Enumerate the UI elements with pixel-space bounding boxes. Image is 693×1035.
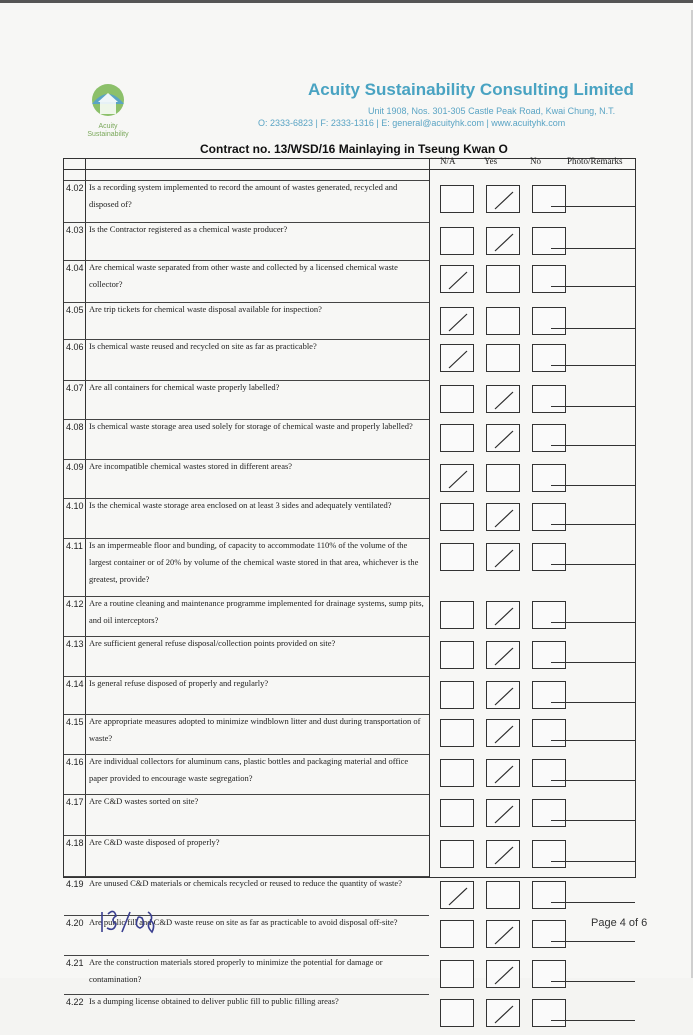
checkbox-yes[interactable]: [486, 641, 520, 669]
question-text: Are all containers for chemical waste properly labelled?: [89, 382, 280, 392]
checklist-row: [64, 181, 635, 223]
logo-text: Acuity Sustainability: [87, 123, 129, 138]
checkbox-na[interactable]: [440, 307, 474, 335]
remarks-line[interactable]: [551, 286, 635, 287]
checkbox-na[interactable]: [440, 999, 474, 1027]
item-number: 4.08: [66, 422, 84, 432]
check-mark-icon: [493, 1004, 515, 1024]
item-number: 4.05: [66, 305, 84, 315]
contract-title: Contract no. 13/WSD/16 Mainlaying in Tseung Kwan O: [200, 142, 508, 156]
item-number: 4.15: [66, 717, 84, 727]
question-text: Are sufficient general refuse disposal/collection points provided on site?: [89, 638, 336, 648]
checkbox-na[interactable]: [440, 719, 474, 747]
checkbox-yes[interactable]: [486, 960, 520, 988]
check-mark-icon: [493, 508, 515, 528]
checklist-row: [64, 995, 635, 1035]
handwritten-initials: [98, 906, 160, 936]
checkbox-no[interactable]: [532, 503, 566, 531]
company-contact: O: 2333-6823 | F: 2333-1316 | E: general@acuityhk.com | www.acuityhk.com: [258, 118, 566, 128]
check-mark-icon: [493, 804, 515, 824]
checkbox-na[interactable]: [440, 464, 474, 492]
item-number: 4.12: [66, 599, 84, 609]
checkbox-na[interactable]: [440, 641, 474, 669]
company-name: Acuity Sustainability Consulting Limited: [308, 80, 634, 99]
checkbox-yes[interactable]: [486, 840, 520, 868]
check-mark-icon: [447, 349, 469, 369]
checkbox-no[interactable]: [532, 799, 566, 827]
checkbox-no[interactable]: [532, 881, 566, 909]
checkbox-na[interactable]: [440, 601, 474, 629]
item-number: 4.09: [66, 462, 84, 472]
check-mark-icon: [447, 886, 469, 906]
header-separator: [64, 169, 635, 170]
checkbox-no[interactable]: [532, 385, 566, 413]
checkbox-na[interactable]: [440, 385, 474, 413]
question-text: Is a dumping license obtained to deliver public fill to public filling areas?: [89, 996, 339, 1006]
checklist-row: [64, 460, 635, 499]
remarks-line[interactable]: [551, 365, 635, 366]
checkbox-no[interactable]: [532, 719, 566, 747]
checklist-row: [64, 677, 635, 715]
remarks-line[interactable]: [551, 622, 635, 623]
item-number: 4.04: [66, 263, 84, 273]
checkbox-na[interactable]: [440, 960, 474, 988]
checkbox-yes[interactable]: [486, 385, 520, 413]
remarks-line[interactable]: [551, 485, 635, 486]
checkbox-yes[interactable]: [486, 265, 520, 293]
question-text: Are C&D wastes sorted on site?: [89, 796, 199, 806]
item-number: 4.20: [66, 918, 84, 928]
checklist-row: [64, 637, 635, 677]
checklist-row: [64, 795, 635, 836]
check-mark-icon: [493, 965, 515, 985]
checkbox-no[interactable]: [532, 543, 566, 571]
check-mark-icon: [493, 845, 515, 865]
checkbox-na[interactable]: [440, 185, 474, 213]
checkbox-na[interactable]: [440, 543, 474, 571]
checklist-row: [64, 223, 635, 261]
checklist-row: [64, 499, 635, 539]
checkbox-yes[interactable]: [486, 601, 520, 629]
remarks-line[interactable]: [551, 981, 635, 982]
col-header-yes: Yes: [484, 156, 498, 166]
question-text: Are appropriate measures adopted to minimize windblown litter and dust during transportation of waste?: [89, 716, 421, 743]
checkbox-na[interactable]: [440, 503, 474, 531]
col-header-remarks: Photo/Remarks: [567, 156, 623, 166]
checkbox-no[interactable]: [532, 601, 566, 629]
checklist-row: [64, 381, 635, 420]
question-text: Are a routine cleaning and maintenance programme implemented for drainage systems, sump pits, and oil interceptors?: [89, 598, 424, 625]
question-text: Are unused C&D materials or chemicals recycled or reused to reduce the quantity of waste?: [89, 878, 402, 888]
checklist-row: [64, 836, 635, 877]
item-number: 4.22: [66, 997, 84, 1007]
checkbox-no[interactable]: [532, 344, 566, 372]
question-text: Are individual collectors for aluminum cans, plastic bottles and packaging material and office paper provided to encourage waste segregation?: [89, 756, 409, 783]
check-mark-icon: [493, 190, 515, 210]
question-text: Is a recording system implemented to record the amount of wastes generated, recycled and disposed of?: [89, 182, 398, 209]
item-number: 4.14: [66, 679, 84, 689]
checklist-row: [64, 597, 635, 637]
checklist-row: [64, 303, 635, 340]
question-text: Is chemical waste reused and recycled on site as far as practicable?: [89, 341, 317, 351]
checkbox-na[interactable]: [440, 759, 474, 787]
item-number: 4.02: [66, 183, 84, 193]
item-number: 4.11: [66, 541, 83, 551]
checkbox-no[interactable]: [532, 464, 566, 492]
question-text: Is an impermeable floor and bunding, of capacity to accommodate 110% of the volume of the largest container or of 20% by volume of the chemical waste stored in that area, whichever is the greatest, provide?: [89, 540, 419, 584]
checklist-row: [64, 755, 635, 795]
checkbox-yes[interactable]: [486, 759, 520, 787]
checklist-row: [64, 420, 635, 460]
check-mark-icon: [493, 724, 515, 744]
check-mark-icon: [493, 232, 515, 252]
question-text: Are C&D waste disposed of properly?: [89, 837, 220, 847]
page-number: Page 4 of 6: [591, 917, 648, 929]
check-mark-icon: [493, 646, 515, 666]
remarks-line[interactable]: [551, 1020, 635, 1021]
item-number: 4.06: [66, 342, 84, 352]
remarks-line[interactable]: [551, 662, 635, 663]
checkbox-na[interactable]: [440, 424, 474, 452]
checkbox-yes[interactable]: [486, 307, 520, 335]
question-text: Are public fill and C&D waste reuse on site as far as practicable to avoid disposal off-site?: [89, 917, 398, 927]
check-mark-icon: [447, 270, 469, 290]
remarks-line[interactable]: [551, 524, 635, 525]
check-mark-icon: [493, 764, 515, 784]
checklist-row: [64, 261, 635, 303]
checkbox-yes[interactable]: [486, 424, 520, 452]
checkbox-yes[interactable]: [486, 719, 520, 747]
remarks-line[interactable]: [551, 248, 635, 249]
checkbox-no[interactable]: [532, 920, 566, 948]
question-text: Is general refuse disposed of properly and regularly?: [89, 678, 269, 688]
check-mark-icon: [447, 469, 469, 489]
item-number: 4.10: [66, 501, 84, 511]
checkbox-yes[interactable]: [486, 799, 520, 827]
remarks-line[interactable]: [551, 820, 635, 821]
question-text: Are the construction materials stored properly to minimize the potential for damage or contamination?: [89, 957, 383, 984]
item-number: 4.13: [66, 639, 84, 649]
checkbox-no[interactable]: [532, 960, 566, 988]
check-mark-icon: [493, 390, 515, 410]
checkbox-yes[interactable]: [486, 503, 520, 531]
check-mark-icon: [447, 312, 469, 332]
checkbox-yes[interactable]: [486, 681, 520, 709]
checkbox-no[interactable]: [532, 227, 566, 255]
checkbox-na[interactable]: [440, 840, 474, 868]
col-header-na: N/A: [440, 156, 456, 166]
checkbox-no[interactable]: [532, 424, 566, 452]
question-text: Are incompatible chemical wastes stored in different areas?: [89, 461, 293, 471]
checkbox-yes[interactable]: [486, 185, 520, 213]
checklist-row: [64, 715, 635, 755]
check-mark-icon: [493, 429, 515, 449]
check-mark-icon: [493, 606, 515, 626]
checkbox-no[interactable]: [532, 999, 566, 1027]
item-number: 4.19: [66, 879, 84, 889]
item-number: 4.03: [66, 225, 84, 235]
checkbox-yes[interactable]: [486, 920, 520, 948]
checkbox-no[interactable]: [532, 681, 566, 709]
check-mark-icon: [493, 686, 515, 706]
checkbox-na[interactable]: [440, 920, 474, 948]
remarks-line[interactable]: [551, 328, 635, 329]
remarks-line[interactable]: [551, 702, 635, 703]
checkbox-na[interactable]: [440, 227, 474, 255]
question-text: Are trip tickets for chemical waste disposal available for inspection?: [89, 304, 322, 314]
remarks-line[interactable]: [551, 406, 635, 407]
item-number: 4.16: [66, 757, 84, 767]
checkbox-na[interactable]: [440, 344, 474, 372]
checklist-row: [64, 340, 635, 381]
question-text: Is the Contractor registered as a chemical waste producer?: [89, 224, 288, 234]
remarks-line[interactable]: [551, 740, 635, 741]
checkbox-yes[interactable]: [486, 227, 520, 255]
remarks-line[interactable]: [551, 564, 635, 565]
item-number: 4.07: [66, 383, 84, 393]
check-mark-icon: [493, 925, 515, 945]
checkbox-na[interactable]: [440, 799, 474, 827]
checkbox-na[interactable]: [440, 681, 474, 709]
remarks-line[interactable]: [551, 941, 635, 942]
company-address: Unit 1908, Nos. 301-305 Castle Peak Road, Kwai Chung, N.T.: [368, 106, 616, 116]
remarks-line[interactable]: [551, 861, 635, 862]
remarks-line[interactable]: [551, 780, 635, 781]
checkbox-no[interactable]: [532, 185, 566, 213]
question-text: Is the chemical waste storage area enclosed on at least 3 sides and adequately ventilated?: [89, 500, 392, 510]
checkbox-yes[interactable]: [486, 543, 520, 571]
item-number: 4.21: [66, 958, 84, 968]
checkbox-no[interactable]: [532, 307, 566, 335]
question-text: Are chemical waste separated from other waste and collected by a licensed chemical waste collector?: [89, 262, 398, 289]
top-border: [0, 0, 693, 3]
checkbox-na[interactable]: [440, 881, 474, 909]
checkbox-yes[interactable]: [486, 344, 520, 372]
item-number: 4.17: [66, 797, 84, 807]
checkbox-yes[interactable]: [486, 999, 520, 1027]
col-header-no: No: [530, 156, 541, 166]
checkbox-yes[interactable]: [486, 464, 520, 492]
remarks-line[interactable]: [551, 902, 635, 903]
remarks-line[interactable]: [551, 445, 635, 446]
checkbox-yes[interactable]: [486, 881, 520, 909]
checkbox-no[interactable]: [532, 641, 566, 669]
checklist-row: [64, 956, 635, 995]
check-mark-icon: [493, 548, 515, 568]
checkbox-no[interactable]: [532, 840, 566, 868]
checklist-row: [64, 539, 635, 597]
question-text: Is chemical waste storage area used solely for storage of chemical waste and properly labelled?: [89, 421, 413, 431]
remarks-line[interactable]: [551, 206, 635, 207]
item-number: 4.18: [66, 838, 84, 848]
checkbox-no[interactable]: [532, 265, 566, 293]
checkbox-no[interactable]: [532, 759, 566, 787]
checkbox-na[interactable]: [440, 265, 474, 293]
